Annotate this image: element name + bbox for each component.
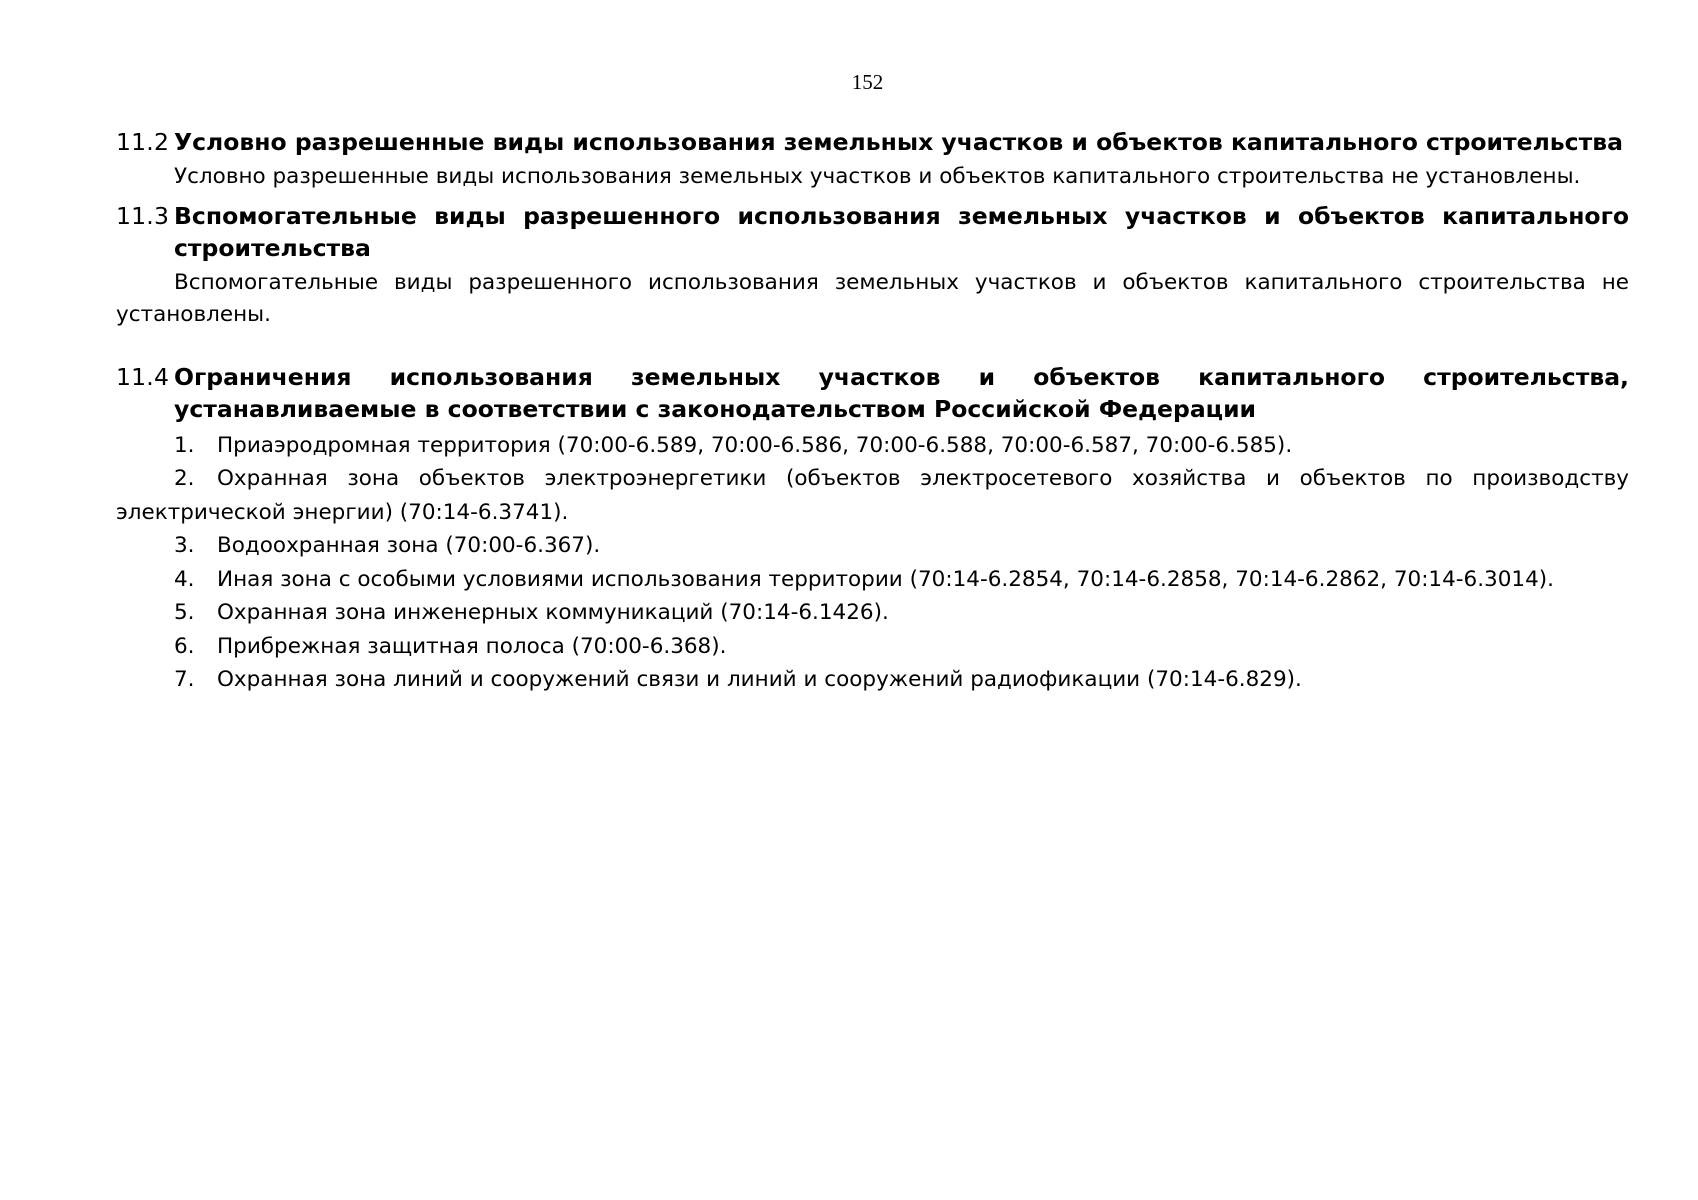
list-item-text: Прибрежная защитная полоса (70:00-6.368).: [217, 633, 727, 659]
section-heading-11-4: [116, 361, 1629, 425]
section-title: Условно разрешенные виды использования земельных участков и объектов капитального строительства: [174, 128, 1623, 156]
list-item-index: 6.: [174, 633, 195, 659]
list-item: [116, 663, 1629, 697]
list-item-text: Приаэродромная территория (70:00-6.589, 70:00-6.586, 70:00-6.588, 70:00-6.587, 70:00-6.585).: [217, 432, 1293, 458]
list-item-index: 3.: [174, 533, 195, 558]
section-paragraph-11-3: Вспомогательные виды разрешенного использования земельных участков и объектов капитального строительства не установлены.: [116, 269, 1629, 327]
list-item-text: Охранная зона инженерных коммуникаций (70:14-6.1426).: [217, 600, 889, 625]
list-item: [116, 462, 1629, 529]
section-number: 11.3: [116, 201, 170, 230]
list-item-index: 7.: [174, 667, 195, 692]
list-item-text: Охранная зона объектов электроэнергетики (объектов электросетевого хозяйства и объектов по производству электрической энергии) (70:14-6.3741).: [116, 466, 1629, 525]
list-item-index: 1.: [174, 432, 195, 458]
list-item-index: 4.: [174, 566, 195, 592]
section-heading-11-3: [116, 200, 1629, 264]
list-item: [116, 429, 1629, 463]
list-item-text: Охранная зона линий и сооружений связи и линий и сооружений радиофикации (70:14-6.829).: [217, 667, 1302, 692]
list-item: [116, 596, 1629, 630]
section-paragraph-11-2: Условно разрешенные виды использования земельных участков и объектов капитального строительства не установлены.: [174, 164, 1581, 189]
section-number: 11.4: [116, 362, 170, 391]
list-item: [116, 563, 1629, 597]
section-title: Ограничения использования земельных участков и объектов капитального строительства, устанавливаемые в соответствии с законодательством Российской Федерации: [174, 362, 1629, 423]
restrictions-list: [116, 429, 1629, 697]
list-item-index: 5.: [174, 600, 195, 625]
section-heading-11-2: [116, 126, 1629, 158]
section-title: Вспомогательные виды разрешенного использования земельных участков и объектов капитального строительства: [174, 201, 1629, 262]
list-item: [116, 529, 1629, 563]
page-number: 152: [851, 70, 884, 94]
section-number: 11.2: [116, 128, 170, 156]
list-item-index: 2.: [174, 466, 195, 491]
list-item-text: Иная зона с особыми условиями использования территории (70:14-6.2854, 70:14-6.2858, 70:14-6.2862, 70:14-6.3014).: [217, 566, 1554, 592]
list-item: [116, 630, 1629, 664]
list-item-text: Водоохранная зона (70:00-6.367).: [217, 533, 601, 558]
document-body: [116, 126, 1629, 697]
